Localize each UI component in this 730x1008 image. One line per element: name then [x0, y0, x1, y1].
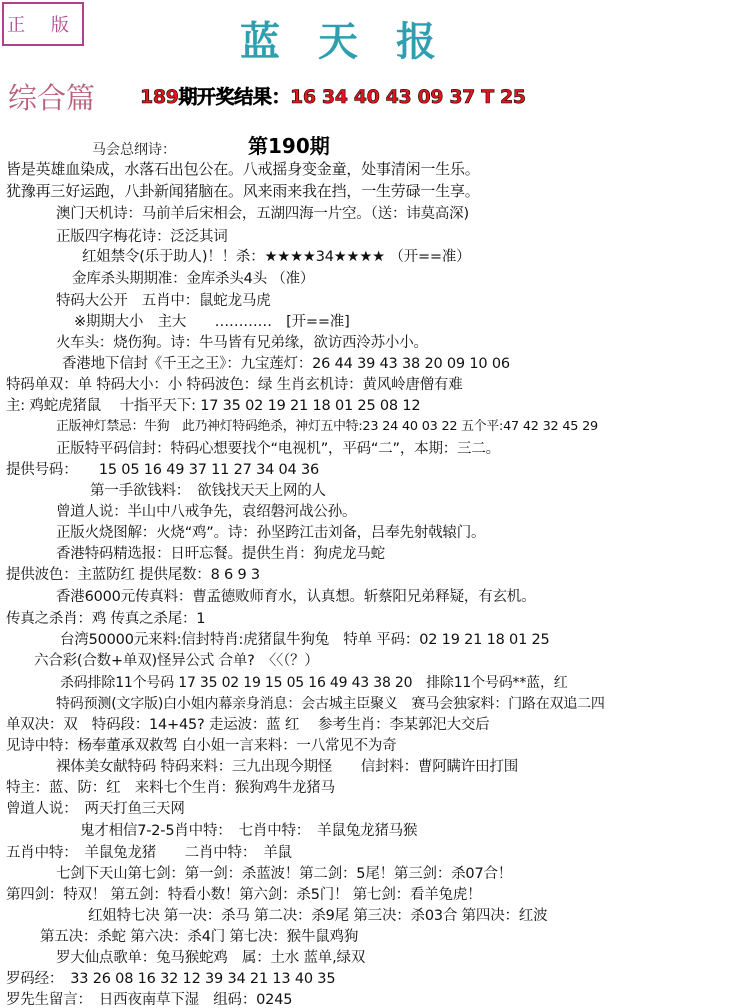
text-line: 正版神灯禁忌：牛狗 此乃神灯特码绝杀，神灯五中特:23 24 40 03 22 五个平:47 42 32 45 29 [56, 419, 598, 434]
text-line: 曾道人说：半山中八戒争先，袁绍磐河战公孙。 [56, 504, 357, 520]
genuine-stamp: 正 版 [2, 2, 84, 46]
section-heading: 综合篇 [8, 81, 96, 115]
text-line: 特码预测(文字版)白小姐内幕亲身消息：会古城主臣聚义 赛马会独家料：门路在双追二四 [56, 696, 605, 712]
text-line: 红姐禁令(乐于助人)！！杀：★★★★34★★★★ （开==准） [82, 249, 471, 265]
text-line: 正版特平码信封：特码心想要找个“电视机”，平码“二”，本期：三二。 [56, 441, 500, 457]
text-line: 香港6000元传真料：曹孟德败师育水，认真想。斩蔡阳兄弟释疑，有玄机。 [56, 589, 536, 605]
text-line: 香港特码精选报：日旰忘餐。提供生肖：狗虎龙马蛇 [56, 546, 385, 562]
text-line: 单双决：双 特码段：14+45? 走运波：蓝 红 参考生肖：李某郭汜大交后 [6, 717, 490, 733]
text-line: ※期期大小 主大 ………… [开==准] [74, 314, 350, 330]
text-line: 见诗中特：杨奉董承双救驾 白小姐一言来料：一八常见不为奇 [6, 738, 397, 754]
text-line: 主: 鸡蛇虎猪鼠 十指平天下: 17 35 02 19 21 18 01 25 08 12 [6, 398, 421, 414]
text-line: 特码单双：单 特码大小：小 特码波色：绿 生肖玄机诗：黄风岭唐僧有难 [6, 377, 463, 393]
text-line: 曾道人说： 两天打鱼三天网 [6, 801, 185, 817]
text-line: 罗大仙点歌单：兔马猴蛇鸡 属：土水 蓝单,绿双 [56, 950, 366, 966]
text-line: 罗先生留言： 日西夜南草下湿 组码：0245 [6, 992, 293, 1008]
text-line: 正版四字梅花诗：泛泛其词 [56, 229, 228, 245]
text-line: 七剑下天山第七剑：第一剑：杀蓝波！第二剑：5尾！第三剑：杀07合！ [56, 866, 513, 882]
text-line: 澳门天机诗：马前羊后宋相会，五湖四海一片空。（送：讳莫高深) [56, 206, 469, 222]
text-line: 犹豫再三好运跑，八卦新闻猪脑在。风来雨来我在挡，一生劳碌一生享。 [6, 182, 480, 200]
newspaper-title: 蓝天报 [240, 18, 474, 65]
text-line: 杀码排除11个号码 17 35 02 19 15 05 16 49 43 38 20 排除11个号码**蓝，红 [60, 675, 568, 691]
text-line: 第四剑：特双！ 第五剑：特看小数！第六剑：杀5门！ 第七剑：看羊兔虎！ [6, 887, 482, 903]
text-line: 火车头：烧伤狗。诗：牛马皆有兄弟缘，欲访西泠苏小小。 [56, 335, 428, 351]
text-line: 提供号码： 15 05 16 49 37 11 27 34 04 36 [6, 462, 320, 478]
text-line: 特码大公开 五肖中：鼠蛇龙马虎 [56, 293, 271, 309]
draw-result-banner: 189期开奖结果：16 34 40 43 09 37 T 25 [140, 86, 526, 108]
text-line: 六合彩(合数+单双)怪异公式 合单? 〈〈（？） [34, 653, 319, 669]
issue-number: 第190期 [248, 134, 330, 158]
text-line: 罗码经： 33 26 08 16 32 12 39 34 21 13 40 35 [6, 971, 336, 987]
text-line: 皆是英雄血染成，水落石出包公在。八戒摇身变金童，处事清闲一生乐。 [6, 160, 480, 178]
text-line: 香港地下信封《千王之王》：九宝莲灯：26 44 39 43 38 20 09 10 06 [62, 356, 510, 372]
text-line: 红姐特七决 第一决：杀马 第二决：杀9尾 第三决：杀03合 第四决：红波 [88, 908, 548, 924]
text-line: 台湾50000元来料:信封特肖:虎猪鼠牛狗兔 特单 平码：02 19 21 18 01 25 [60, 632, 550, 648]
text-line: 裸体美女献特码 特码来料：三九出现今期怪 信封料：曹阿瞒许田打围 [56, 759, 519, 775]
text-line: 鬼才相信7-2-5肖中特： 七肖中特： 羊鼠兔龙猪马猴 [80, 823, 418, 839]
poem-heading: 马会总纲诗： [92, 142, 176, 158]
text-line: 第五决：杀蛇 第六决：杀4门 第七决：猴牛鼠鸡狗 [40, 929, 359, 945]
text-line: 第一手欲钱料： 欲钱找天天上网的人 [90, 483, 326, 499]
text-line: 正版火烧图解：火烧“鸡”。诗：孙坚跨江击刘备，吕奉先射戟辕门。 [56, 525, 486, 541]
text-line: 五肖中特： 羊鼠兔龙猪 二肖中特： 羊鼠 [6, 845, 292, 861]
text-line: 传真之杀肖：鸡 传真之杀尾：1 [6, 611, 206, 627]
text-line: 特主：蓝、防：红 来料七个生肖：猴狗鸡牛龙猪马 [6, 780, 335, 796]
text-line: 金库杀头期期准：金库杀头4头 （准） [72, 271, 315, 287]
text-line: 提供波色：主蓝防红 提供尾数：8 6 9 3 [6, 567, 260, 583]
